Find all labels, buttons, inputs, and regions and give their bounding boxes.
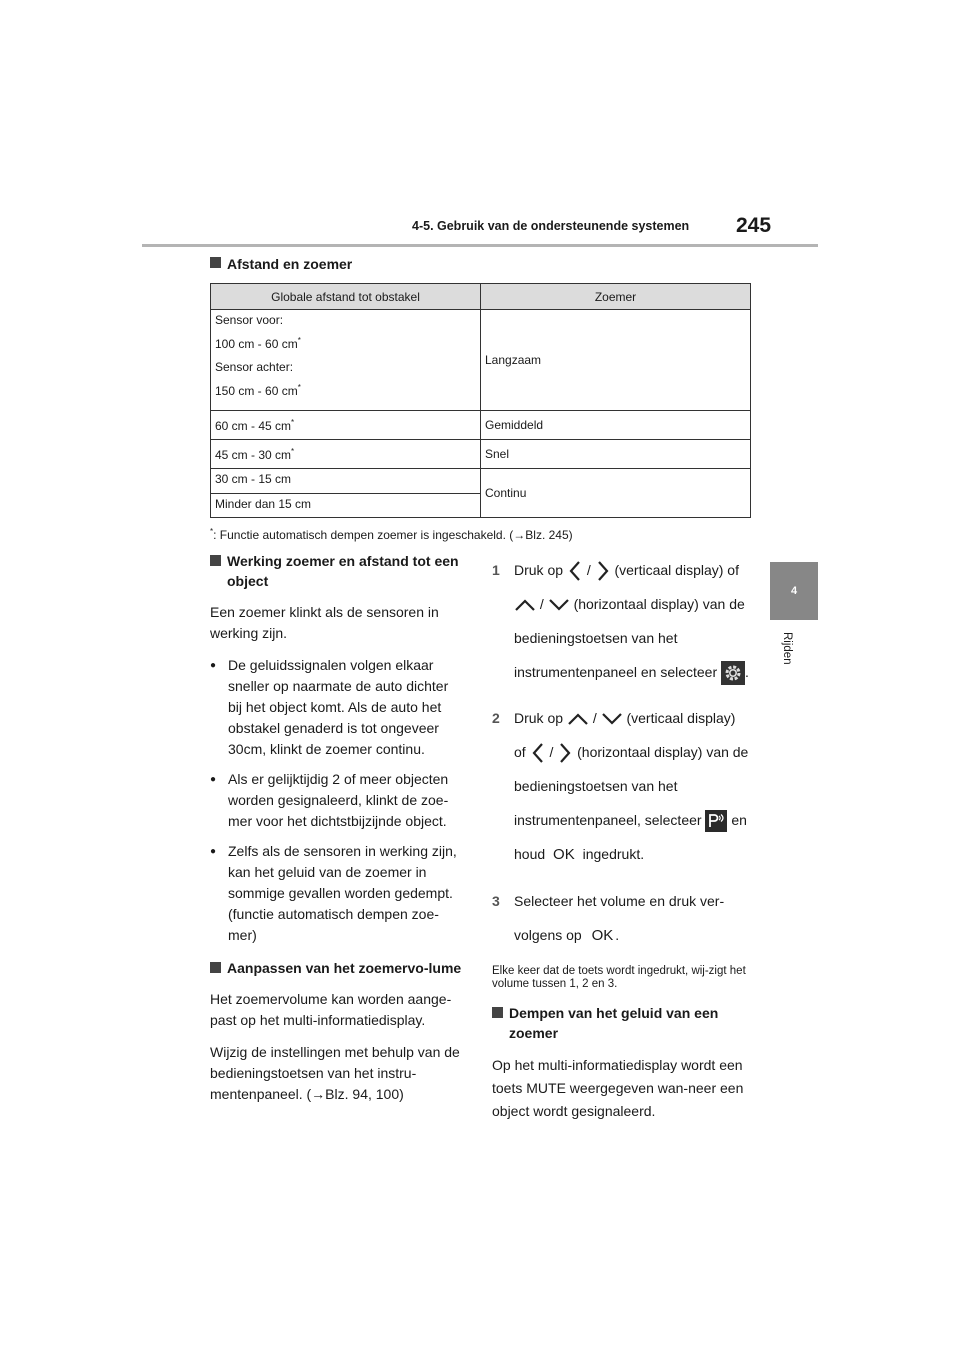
distance-buzzer-table (210, 283, 751, 518)
table-cell-buzzer: Gemiddeld (481, 411, 751, 440)
footnote-text: : Functie automatisch dempen zoemer is ingeschakeld. (→Blz. 245) (213, 528, 573, 542)
left-column (210, 551, 464, 1116)
step-1 (492, 553, 750, 689)
slash-text: / (549, 744, 554, 760)
chevron-left-icon (567, 560, 583, 582)
cell-line (215, 336, 476, 351)
step-2 (492, 701, 750, 872)
step-text: (verticaal display) of (514, 710, 736, 760)
cell-line: Sensor achter: (215, 360, 294, 374)
step-text: en houd (514, 812, 747, 862)
section-title: 4-5. Gebruik van de ondersteunende systemen (412, 219, 690, 233)
square-bullet-icon (492, 1007, 503, 1018)
header-divider (142, 244, 818, 247)
table-row (211, 440, 751, 469)
chevron-down-icon (548, 598, 570, 612)
parking-sensor-icon (705, 810, 727, 832)
chevron-right-icon (557, 742, 573, 764)
chapter-label: Rijden (781, 632, 793, 665)
cell-line: Sensor voor: (215, 313, 284, 327)
step-text: (verticaal display) of (614, 562, 739, 578)
slash-text: / (539, 596, 544, 612)
cell-text: 45 cm - 30 cm (215, 447, 292, 462)
table-header-buzzer: Zoemer (481, 284, 751, 310)
table-cell-distance (211, 440, 481, 469)
heading-text: Aanpassen van het zoemervo-lume (227, 960, 462, 976)
chevron-left-icon (530, 742, 546, 764)
table-row (211, 469, 751, 494)
slash-text: / (586, 562, 591, 578)
table-row (211, 310, 751, 411)
square-bullet-icon (210, 257, 221, 268)
chevron-down-icon (601, 712, 623, 726)
section-heading-buzzer-operation (210, 551, 464, 591)
footnote-mark: * (291, 417, 295, 427)
heading-text: Afstand en zoemer (227, 256, 353, 272)
square-bullet-icon (210, 962, 221, 973)
table-cell-distance (211, 310, 481, 411)
cell-line (215, 383, 476, 398)
chevron-up-icon (514, 598, 536, 612)
section-heading-mute (492, 1003, 750, 1043)
table-cell-distance (211, 411, 481, 440)
chevron-up-icon (567, 712, 589, 726)
list-item: ● Als er gelijktijdig 2 of meer objecten worden gesignaleerd, klinkt de zoe-mer voor het dichtstbijzijnde object. (210, 769, 464, 832)
section-heading-volume (210, 958, 464, 978)
slash-text: / (592, 710, 597, 726)
table-cell-distance: Minder dan 15 cm (211, 494, 481, 518)
settings-gear-icon (721, 661, 745, 685)
square-bullet-icon (210, 555, 221, 566)
page-number: 245 (736, 214, 772, 237)
paragraph: Wijzig de instellingen met behulp van de bedieningstoetsen van het instru-mentenpaneel. (→Blz. 94, 100) (210, 1044, 460, 1102)
step-text: . (615, 927, 620, 943)
chapter-number: 4 (790, 585, 798, 597)
table-header-row (211, 284, 751, 310)
footnote-mark: * (210, 527, 214, 536)
paragraph: Een zoemer klinkt als de sensoren in werking zijn. (210, 604, 439, 641)
step-3 (492, 884, 750, 953)
step-number: 3 (492, 893, 500, 909)
cell-text: 60 cm - 45 cm (215, 418, 292, 433)
footnote-mark: * (291, 446, 295, 456)
ok-button-icon: OK (553, 846, 575, 863)
step-number: 1 (492, 562, 500, 578)
list-item: ● Zelfs als de sensoren in werking zijn, kan het geluid van de zoemer in sommige gevallen worden gedempt. (functie automatisch dempen zoe-mer) (210, 841, 464, 946)
step-text: ingedrukt. (582, 846, 645, 862)
table-row (211, 411, 751, 440)
ok-button-icon: OK (591, 927, 614, 944)
volume-note: Elke keer dat de toets wordt ingedrukt, wij-zigt het volume tussen 1, 2 en 3. (492, 965, 746, 990)
step-text: (horizontaal display) van de bedieningstoetsen van het instrumentenpaneel, selecteer (514, 744, 749, 828)
table-cell-buzzer: Langzaam (481, 310, 751, 411)
table-cell-buzzer: Snel (481, 440, 751, 469)
table-header-distance: Globale afstand tot obstakel (211, 284, 481, 310)
list-item: ● De geluidssignalen volgen elkaar sneller op naarmate de auto dichter bij het object komt. Als de auto het obstakel genaderd is tot ongeveer 30cm, klinkt de zoemer continu. (210, 655, 464, 760)
step-text: Selecteer het volume en druk ver-volgens op (514, 893, 725, 943)
step-number: 2 (492, 710, 500, 726)
cell-text: 150 cm - 60 cm (215, 384, 298, 398)
step-text: (horizontaal display) van de bedieningstoetsen van het instrumentenpaneel en selecteer (514, 596, 745, 680)
step-text: . (745, 664, 749, 680)
paragraph: Het zoemervolume kan worden aange-past op het multi-informatiedisplay. (210, 991, 452, 1028)
step-text: Druk op (514, 710, 564, 726)
chevron-right-icon (595, 560, 611, 582)
cell-text: 100 cm - 60 cm (215, 337, 298, 351)
footnote-mark: * (297, 383, 301, 392)
heading-text: Dempen van het geluid van een zoemer (509, 1005, 719, 1041)
table-cell-distance: 30 cm - 15 cm (211, 469, 481, 494)
paragraph: Op het multi-informatiedisplay wordt een toets MUTE weergegeven wan-neer een object wordt gesignaleerd. (492, 1057, 744, 1119)
table-cell-buzzer: Continu (481, 469, 751, 518)
heading-text: Werking zoemer en afstand tot een object (227, 553, 459, 589)
right-column (492, 553, 750, 1134)
chapter-tab (770, 562, 818, 620)
section-heading-distance (210, 254, 352, 274)
table-footnote (210, 527, 573, 542)
footnote-mark: * (297, 336, 301, 345)
step-text: Druk op (514, 562, 564, 578)
